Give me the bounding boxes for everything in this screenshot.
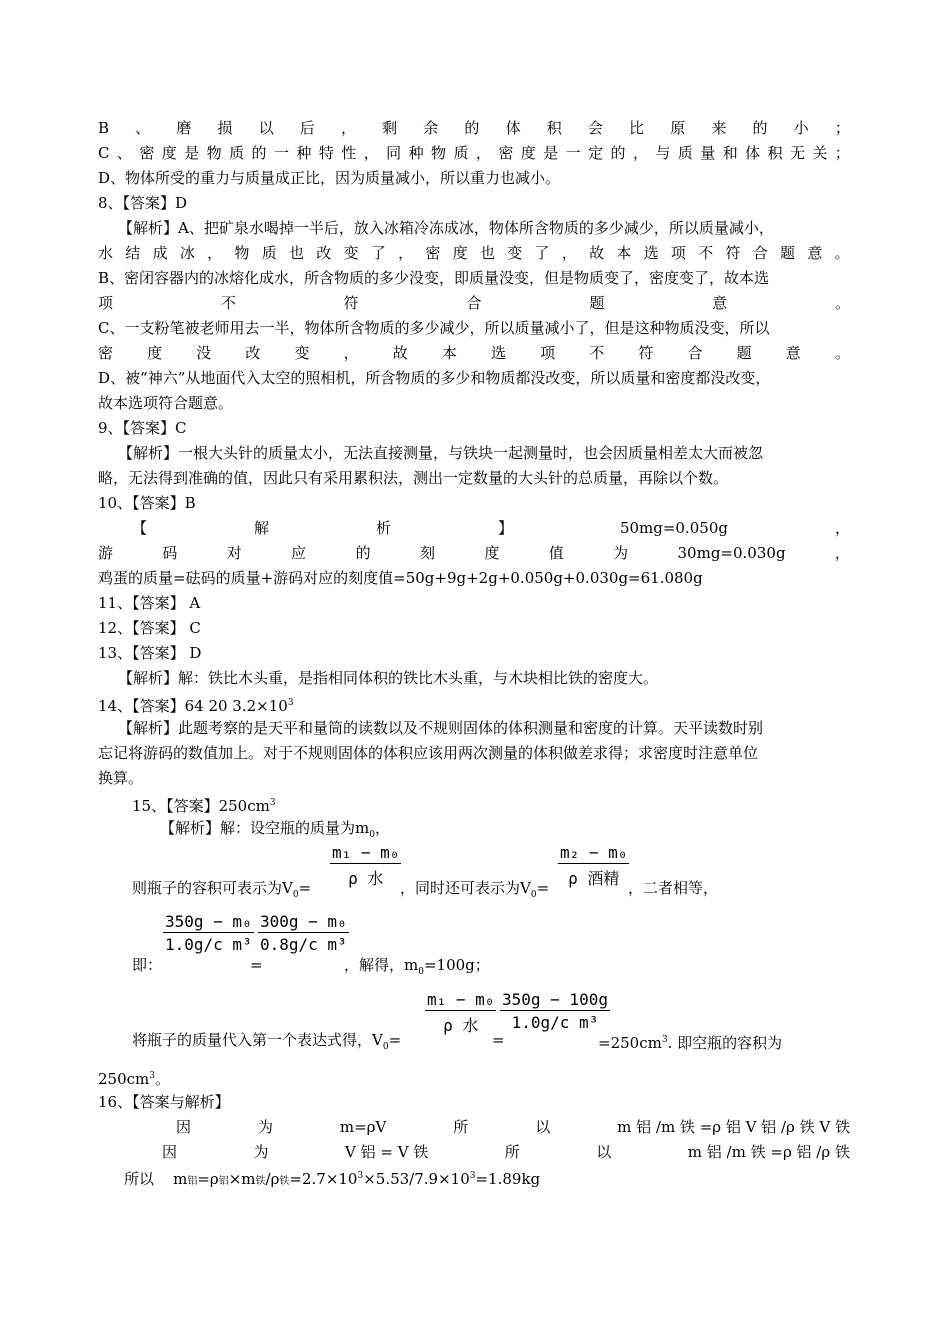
- l1-token: 以: [258, 119, 274, 137]
- l2-token: 无: [790, 144, 806, 162]
- fraction-m1-water: m₁ − m₀ ρ 水: [427, 990, 495, 1035]
- l36-token: 为: [253, 1143, 269, 1161]
- l6-token: 也: [479, 244, 495, 262]
- l2-token: 定: [588, 144, 604, 162]
- l6-token: 水: [98, 244, 114, 262]
- analysis-8-b-cont: [98, 293, 850, 315]
- l17-token: 50mg=0.050g: [619, 519, 728, 537]
- l1-token: 磨: [176, 119, 192, 137]
- answer-10: 10、【答案】B: [98, 494, 196, 512]
- l6-token: 了: [534, 244, 550, 262]
- l1-token: 原: [670, 119, 686, 137]
- l6-token: 改: [316, 244, 332, 262]
- l18-token: 刻: [419, 544, 435, 562]
- analysis-10-result: 鸡蛋的质量=砝码的质量+游码对应的刻度值=50g+9g+2g+0.050g+0.030g=61.080g: [98, 569, 703, 587]
- l2-token: C: [98, 144, 110, 162]
- analysis-8-b: B、密闭容器内的冰熔化成水，所含物质的多少没变，即质量没变，但是物质变了，密度变了，故本选: [98, 269, 770, 287]
- l1-token: 小: [793, 119, 809, 137]
- l1-token: 会: [587, 119, 603, 137]
- l6-token: 度: [452, 244, 468, 262]
- l36-token: V 铝 = V 铁: [345, 1143, 429, 1161]
- answer-8: 8、【答案】D: [98, 194, 188, 212]
- l6-token: 故: [589, 244, 605, 262]
- l18-token: ，: [834, 544, 850, 562]
- l6-token: 项: [670, 244, 686, 262]
- l2-token: 质: [677, 144, 693, 162]
- l36-token: 因: [162, 1143, 178, 1161]
- l8-token: 符: [343, 294, 359, 312]
- answer-13: 13、【答案】 D: [98, 644, 202, 662]
- l1-token: 后: [299, 119, 315, 137]
- l10-token: 项: [540, 344, 556, 362]
- l35-token: m 铝 /m 铁 =ρ 铝 V 铝 /ρ 铁 V 铁: [617, 1118, 850, 1136]
- l18-token: 应: [291, 544, 307, 562]
- l2-token: 的: [610, 144, 626, 162]
- l2-token: 与: [655, 144, 671, 162]
- l1-token: 的: [752, 119, 768, 137]
- l2-token: 体: [745, 144, 761, 162]
- l17-token: ，: [834, 519, 850, 537]
- l2-token: 质: [453, 144, 469, 162]
- answer-12: 12、【答案】 C: [98, 619, 201, 637]
- l10-token: 选: [491, 344, 507, 362]
- fraction-alcohol: m₂ − m₀ ρ 酒精: [560, 843, 628, 888]
- l36-token: 以: [596, 1143, 612, 1161]
- l18-token: 值: [548, 544, 564, 562]
- answer-9: 9、【答案】C: [98, 419, 187, 437]
- l10-token: 不: [589, 344, 605, 362]
- l2-token: 是: [543, 144, 559, 162]
- l17-token: 】: [497, 519, 513, 537]
- equals-sign-2: =: [492, 1031, 505, 1049]
- l6-token: 也: [288, 244, 304, 262]
- l6-token: 选: [643, 244, 659, 262]
- l1-token: 来: [711, 119, 727, 137]
- l2-token: 物: [206, 144, 222, 162]
- l8-token: 项: [98, 294, 114, 312]
- l1-token: 余: [423, 119, 439, 137]
- l6-token: 合: [752, 244, 768, 262]
- fraction-350: $\frac{\text{350g − m₀}}{\text{1.0g/c m³}}$: [165, 912, 252, 954]
- l18-token: 为: [613, 544, 629, 562]
- l2-token: 度: [520, 144, 536, 162]
- l10-token: 度: [147, 344, 163, 362]
- l18-token: 对: [226, 544, 242, 562]
- l6-token: 变: [507, 244, 523, 262]
- l10-token: 。: [834, 344, 850, 362]
- l2-token: 积: [767, 144, 783, 162]
- l18-token: 的: [355, 544, 371, 562]
- l6-token: 不: [698, 244, 714, 262]
- l2-token: 质: [229, 144, 245, 162]
- answer-11: 11、【答案】 A: [98, 594, 201, 612]
- l2-token: 物: [431, 144, 447, 162]
- l6-token: 。: [834, 244, 850, 262]
- l18-token: 30mg=0.030g: [677, 544, 786, 562]
- l35-token: 所: [453, 1118, 469, 1136]
- l2-token: 种: [296, 144, 312, 162]
- l17-token: 析: [375, 519, 391, 537]
- analysis-8-a-cont: [98, 243, 850, 265]
- l6-token: ，: [398, 244, 414, 262]
- l10-token: 改: [245, 344, 261, 362]
- l2-token: 密: [139, 144, 155, 162]
- l10-token: 密: [98, 344, 114, 362]
- analysis-14: 【解析】此题考察的是天平和量筒的读数以及不规则固体的体积测量和密度的计算。天平读数时别: [118, 719, 764, 737]
- l35-token: m=ρV: [339, 1118, 387, 1136]
- fraction-300: $\frac{\text{300g − m₀}}{\text{0.8g/c m³}}$: [260, 912, 347, 954]
- l18-token: 码: [162, 544, 178, 562]
- analysis-16-line1: [176, 1117, 850, 1139]
- l10-token: 题: [736, 344, 752, 362]
- l1-token: 体: [505, 119, 521, 137]
- l2-token: 同: [386, 144, 402, 162]
- l2-token: 性: [341, 144, 357, 162]
- l1-token: 剩: [382, 119, 398, 137]
- l36-token: m 铝 /m 铁 =ρ 铝 /ρ 铁: [687, 1143, 850, 1161]
- l35-token: 为: [257, 1118, 273, 1136]
- l1-token: ；: [834, 119, 850, 137]
- l1-token: ，: [340, 119, 356, 137]
- answer-15: 15、【答案】$250cm^3$: [132, 797, 276, 815]
- l2-token: 量: [700, 144, 716, 162]
- l2-token: ，: [475, 144, 491, 162]
- l10-token: 没: [196, 344, 212, 362]
- l17-token: 【: [132, 519, 148, 537]
- line-c-option: [98, 143, 850, 165]
- l2-token: 是: [184, 144, 200, 162]
- l1-token: 、: [135, 119, 151, 137]
- analysis-15-end: $250cm^3$。: [98, 1070, 171, 1088]
- l6-token: ，: [561, 244, 577, 262]
- l2-token: 特: [318, 144, 334, 162]
- l8-token: 合: [466, 294, 482, 312]
- l10-token: 意: [785, 344, 801, 362]
- line-d-option: D、物体所受的重力与质量成正比，因为质量减小，所以重力也减小。: [98, 169, 561, 187]
- l35-token: 因: [176, 1118, 192, 1136]
- l17-token: 解: [253, 519, 269, 537]
- l2-token: 和: [722, 144, 738, 162]
- l8-token: 不: [220, 294, 236, 312]
- l6-token: 了: [370, 244, 386, 262]
- analysis-10: [132, 518, 850, 540]
- l6-token: 题: [780, 244, 796, 262]
- l35-token: 以: [535, 1118, 551, 1136]
- l2-token: ，: [363, 144, 379, 162]
- l6-token: 本: [616, 244, 632, 262]
- l2-token: ；: [834, 144, 850, 162]
- l8-token: 。: [834, 294, 850, 312]
- fraction-water: m₁ − m₀ ρ 水: [332, 843, 400, 888]
- answer-16: 16、【答案与解析】: [98, 1093, 230, 1111]
- l6-token: 物: [234, 244, 250, 262]
- analysis-8-d-cont: 故本选项符合题意。: [98, 394, 234, 412]
- line-b-option: [98, 118, 850, 140]
- l36-token: 所: [504, 1143, 520, 1161]
- l2-token: 、: [116, 144, 132, 162]
- l1-token: B: [98, 119, 110, 137]
- analysis-15-equation-prefix: 即：: [132, 956, 163, 974]
- l2-token: ，: [632, 144, 648, 162]
- l2-token: 密: [498, 144, 514, 162]
- l6-token: 成: [152, 244, 168, 262]
- l2-token: 关: [812, 144, 828, 162]
- l1-token: 损: [217, 119, 233, 137]
- l2-token: 种: [408, 144, 424, 162]
- answer-14: 14、【答案】64 20 $3.2\times 10^3$: [98, 697, 294, 715]
- analysis-15-result: $=250cm^3$. 即空瓶的容积为: [598, 1034, 783, 1052]
- l6-token: 符: [725, 244, 741, 262]
- l6-token: 结: [125, 244, 141, 262]
- l18-token: 游: [98, 544, 114, 562]
- l8-token: 题: [589, 294, 605, 312]
- analysis-16-result: 所以 m铝=ρ铝×m铁/ρ铁$=2.7\times 10^3\times 5.53/7.9\times 10^3=1.89kg$: [124, 1170, 541, 1188]
- analysis-15-volume-expr-b: ，同时还可表示为$V_0=$: [400, 879, 550, 900]
- l10-token: 故: [392, 344, 408, 362]
- analysis-8-a: 【解析】A、把矿泉水喝掉一半后，放入冰箱冷冻成冰，物体所含物质的多少减少，所以质量减小，: [118, 219, 774, 237]
- analysis-14-cont: 忘记将游码的数值加上。对于不规则固体的体积应该用两次测量的体积做差求得；求密度时注意单位: [98, 744, 759, 762]
- l6-token: 冰: [179, 244, 195, 262]
- l10-token: 本: [441, 344, 457, 362]
- analysis-14-end: 换算。: [98, 769, 144, 787]
- l6-token: 变: [343, 244, 359, 262]
- l10-token: 合: [687, 344, 703, 362]
- l10-token: 变: [294, 344, 310, 362]
- l2-token: 的: [251, 144, 267, 162]
- l1-token: 积: [546, 119, 562, 137]
- analysis-9: 【解析】一根大头针的质量太小，无法直接测量，与铁块一起测量时，也会因质量相差太大而被忽: [118, 444, 764, 462]
- analysis-8-c-cont: [98, 343, 850, 365]
- analysis-9-cont: 略，无法得到准确的值，因此只有采用累积法，测出一定数量的大头针的总质量，再除以个数。: [98, 469, 729, 487]
- l10-token: ，: [343, 344, 359, 362]
- analysis-15-solve: ，解得，$m_0=100g$；: [344, 956, 490, 977]
- l2-token: 度: [161, 144, 177, 162]
- fraction-350-100: $\frac{350g - 100g}{\text{1.0g/c m³}}$: [502, 990, 608, 1032]
- l2-token: 一: [273, 144, 289, 162]
- l2-token: 一: [565, 144, 581, 162]
- analysis-15-volume-expr-a: 则瓶子的容积可表示为$V_0=$: [132, 879, 312, 900]
- l1-token: 比: [629, 119, 645, 137]
- equals-sign: =: [250, 956, 263, 974]
- l8-token: 意: [712, 294, 728, 312]
- l6-token: 意: [807, 244, 823, 262]
- analysis-15-intro: 【解析】解：设空瓶的质量为$m_0$，: [160, 819, 390, 840]
- l6-token: 质: [261, 244, 277, 262]
- analysis-16-line2: [162, 1142, 850, 1164]
- l6-token: ，: [207, 244, 223, 262]
- l1-token: 的: [464, 119, 480, 137]
- analysis-8-c: C、一支粉笔被老师用去一半，物体所含物质的多少减少，所以质量减小了，但是这种物质没变，所以: [98, 319, 770, 337]
- analysis-15-equal: ，二者相等，: [628, 879, 719, 897]
- analysis-8-d: D、被“神六”从地面代入太空的照相机，所含物质的多少和物质都没改变，所以质量和密度都没改变，: [98, 369, 771, 387]
- analysis-13: 【解析】解：铁比木头重，是指相同体积的铁比木头重，与木块相比铁的密度大。: [118, 669, 659, 687]
- l10-token: 符: [638, 344, 654, 362]
- l6-token: 密: [425, 244, 441, 262]
- analysis-10-cont: [98, 543, 850, 565]
- l18-token: 度: [484, 544, 500, 562]
- analysis-15-substitute: 将瓶子的质量代入第一个表达式得，$V_0=$: [132, 1031, 402, 1052]
